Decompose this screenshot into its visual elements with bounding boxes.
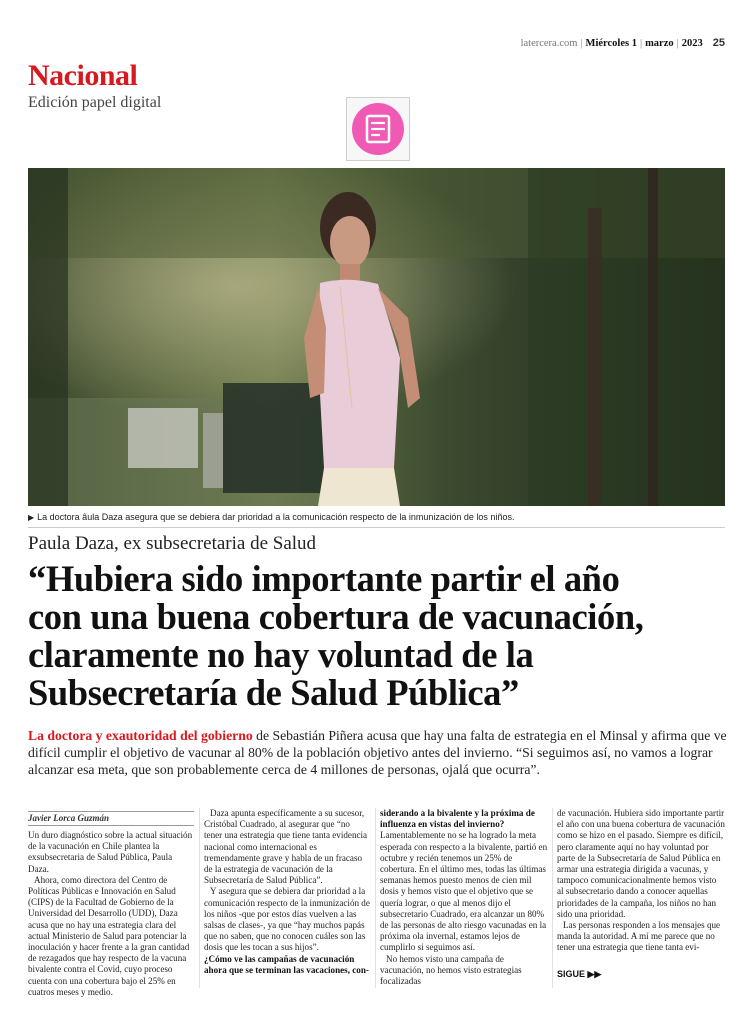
headline-line: “Hubiera sido importante partir el año xyxy=(28,558,620,599)
divider xyxy=(28,527,725,528)
site-name: latercera.com xyxy=(520,38,578,49)
body-column-1 xyxy=(28,830,195,998)
byline: Javier Lorca Guzmán xyxy=(28,813,109,823)
page-number: 25 xyxy=(712,37,725,49)
column-divider xyxy=(199,808,200,988)
column-divider xyxy=(375,808,376,988)
headline-line: con una buena cobertura de vacunación, xyxy=(28,596,644,637)
paragraph: Lamentablemente no se ha logrado la meta esperada con respecto a la bivalente, partió en octubre y recién tenemos un 25% de cobertura. En el último mes, todas las últimas semanas hemos puesto menos de cien mil dosis y hemos visto que el objetivo que se quería lograr, o que al menos dijo el subsecretario Cuadrado, era alcanzar un 80% de las personas de alto riesgo vacunadas en la próxima ola invernal, estamos lejos de cumplirlo si seguimos así. xyxy=(380,830,548,953)
photo-caption xyxy=(28,511,725,524)
page-header-line: latercera.com | Miércoles 1 | marzo | 2023 25 xyxy=(520,37,725,49)
date-year: 2023 xyxy=(681,38,703,49)
paragraph: Daza apunta específicamente a su sucesor, Cristóbal Cuadrado, al asegurar que “no tener una estrategia que tiene tanta evidencia nacional como internacional es tremendamente grave y habla de un fracaso de la estrategia de vacunación de la Subsecretaría de Salud Pública”. xyxy=(204,808,368,886)
section-title: Nacional xyxy=(28,59,138,92)
edition-label: Edición papel digital xyxy=(28,94,162,111)
article-photo xyxy=(28,168,725,506)
body-column-3 xyxy=(380,808,548,987)
article-lede xyxy=(28,727,728,778)
paragraph: Las personas responden a los mensajes que manda la autoridad. A mí me parece que no tener una estrategia que tiene tanta evi- xyxy=(557,920,721,953)
body-column-2 xyxy=(204,808,370,976)
divider xyxy=(28,811,194,812)
document-icon xyxy=(352,103,404,155)
continue-link[interactable]: SIGUE ▶▶ xyxy=(557,969,602,979)
lede-body: de Sebastián Piñera acusa que hay una falta de estrategia en el Minsal y afirma que ve difícil cumplir el objetivo de vacunar al 80% de la población objetivo antes del invierno. “Si seguimos así, no vamos a lograr alcanzar esa meta, que son probablemente cerca de 4 millones de personas, ojalá que ocurra”. xyxy=(28,728,727,777)
date-day: Miércoles 1 xyxy=(585,38,637,49)
paragraph: Un duro diagnóstico sobre la actual situación de la vacunación en Chile plantea la exsubsecretaria de Salud Pública, Paula Daza. xyxy=(28,830,193,874)
divider xyxy=(28,825,194,826)
caption-text: La doctora âula Daza asegura que se debiera dar prioridad a la comunicación respecto de la inmunización de los niños. xyxy=(37,512,515,522)
interview-question: siderando a la bivalente y la próxima de influenza en vistas del invierno? xyxy=(380,808,535,830)
body-column-4 xyxy=(557,808,725,954)
paragraph: Y asegura que se debiera dar prioridad a la comunicación respecto de la inmunización de los niños -que por estos días vuelven a las salsas de clases-, ya que “hay muchos papás que no saben, que no conocen cuáles son las dosis que les tocan a sus hijos”. xyxy=(204,886,370,953)
paragraph: No hemos visto una campaña de vacunación, no hemos visto estrategias focalizadas xyxy=(380,953,522,987)
column-divider xyxy=(552,808,553,988)
document-icon-button[interactable] xyxy=(346,97,410,161)
interview-question: ¿Cómo ve las campañas de vacunación ahora que se terminan las vacaciones, con- xyxy=(204,953,369,975)
caption-marker: ▶ xyxy=(28,513,35,522)
paragraph: Ahora, como directora del Centro de Políticas Públicas e Innovación en Salud (CIPS) de la Facultad de Gobierno de la Universidad del Desarrollo (UDD), Daza acusa que no hay una estrategia clara del actual Ministerio de Salud para potenciar la inoculación y hacer frente a la gran cantidad de rezagados que hay respecto de la vacuna bivalente contra el Covid, cuyo proceso cuenta con una cobertura bajo el 25% en cuatros meses y medio. xyxy=(28,874,190,997)
article-kicker: Paula Daza, ex subsecretaria de Salud xyxy=(28,533,317,554)
article-headline xyxy=(28,560,728,712)
date-month: marzo xyxy=(645,38,674,49)
headline-line: claramente no hay voluntad de la xyxy=(28,634,534,675)
paragraph: de vacunación. Hubiera sido importante partir el año con una buena cobertura de vacunación como se hizo en el pasado. Siempre es difícil, pero claramente aquí no hay voluntad por parte de la Subsecretaría de Salud Pública en armar una estrategia dirigida a vacunas, y tampoco comunicacionalmente hemos visto al subsecretario dando a conocer aquellas prioridades de la campaña, los niños no han sido una prioridad. xyxy=(557,808,725,919)
headline-line: Subsecretaría de Salud Pública” xyxy=(28,672,519,713)
lede-lead: La doctora y exautoridad del gobierno xyxy=(28,728,253,743)
